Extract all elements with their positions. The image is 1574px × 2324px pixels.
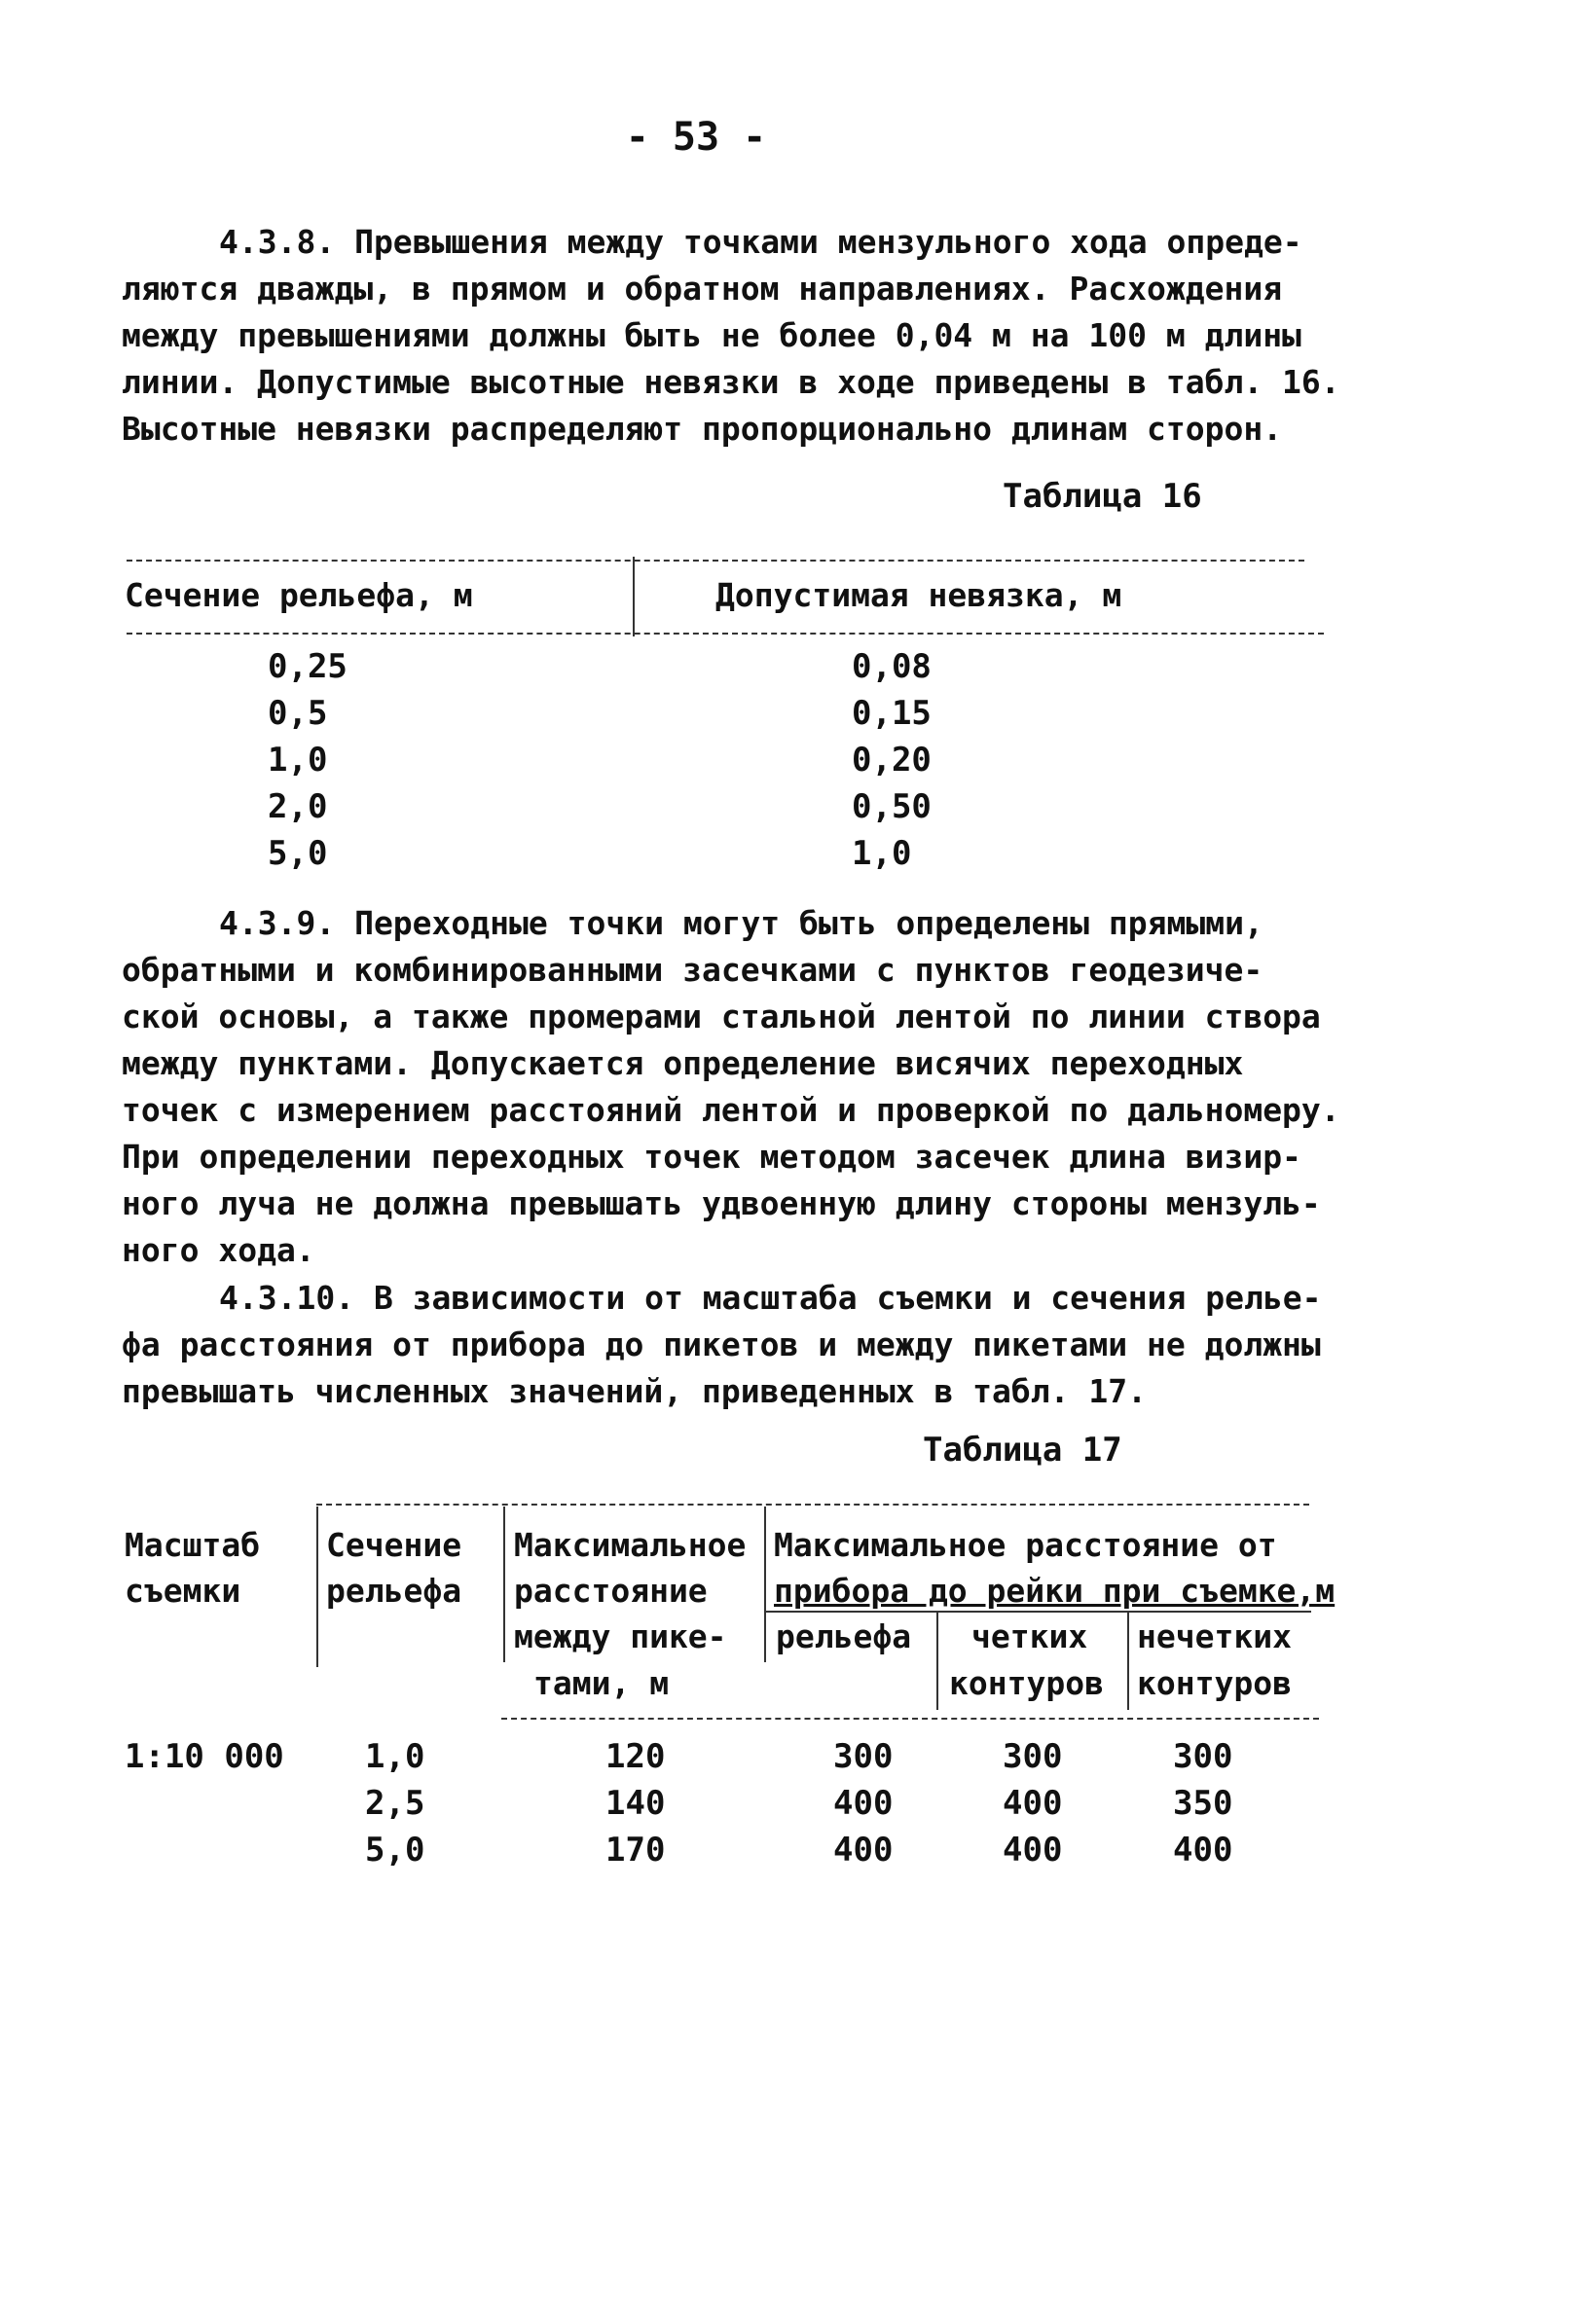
table-17-header-section: рельефа (326, 1572, 462, 1610)
page-number: - 53 - (625, 115, 767, 160)
table-16-cell: 0,5 (268, 694, 328, 733)
text-line: ного луча не должна превышать удвоенную длину стороны мензуль- (122, 1184, 1321, 1222)
text-line: фа расстояния от прибора до пикетов и между пикетами не должны (122, 1325, 1321, 1363)
table-17-header-max-between: Максимальное (514, 1526, 747, 1564)
table-16-header-section: Сечение рельефа, м (125, 576, 473, 614)
table-17-cell: 1,0 (365, 1737, 425, 1776)
table-17-cell: 400 (833, 1784, 894, 1823)
table-17-cell: 350 (1173, 1784, 1233, 1823)
table-16-header-tolerance: Допустимая невязка, м (715, 576, 1122, 614)
table-17-cell: 170 (605, 1831, 666, 1870)
table-17-header-scale: Масштаб (125, 1526, 261, 1564)
table-17-header-scale: съемки (125, 1572, 241, 1610)
table-16-top-rule (127, 560, 1304, 562)
table-16-cell: 1,0 (852, 834, 912, 873)
table-17-header-max-between: расстояние (514, 1572, 708, 1610)
table-17-cell: 400 (1173, 1831, 1233, 1870)
table-16-cell: 2,0 (268, 787, 328, 826)
text-line: 4.3.8. Превышения между точками мензульного хода опреде- (219, 223, 1302, 261)
text-line: обратными и комбинированными засечками с пунктов геодезиче- (122, 951, 1263, 989)
table-16-cell: 0,50 (852, 787, 932, 826)
table-17-group-rule (766, 1611, 1311, 1613)
text-line: линии. Допустимые высотные невязки в ходе приведены в табл. 16. (122, 363, 1340, 401)
table-17-cell: 400 (833, 1831, 894, 1870)
table-17-divider (936, 1613, 938, 1710)
table-17-cell: 120 (605, 1737, 666, 1776)
text-line: 4.3.9. Переходные точки могут быть определены прямыми, (219, 904, 1263, 942)
table-17-header-rule (501, 1718, 1319, 1720)
text-line: между превышениями должны быть не более 0,04 м на 100 м длины (122, 316, 1301, 354)
table-17-header-unclear-contours: контуров (1137, 1664, 1292, 1702)
table-17-cell: 2,5 (365, 1784, 425, 1823)
text-line: Высотные невязки распределяют пропорционально длинам сторон. (122, 410, 1283, 448)
table-16-header-rule (127, 633, 1324, 635)
table-17-header-group: прибора до рейки при съемке,м (774, 1572, 1336, 1610)
table-17-scale: 1:10 000 (125, 1737, 284, 1776)
table-16-cell: 5,0 (268, 834, 328, 873)
table-17-divider (316, 1507, 318, 1667)
table-16-cell: 0,20 (852, 741, 932, 780)
text-line: точек с измерением расстояний лентой и проверкой по дальномеру. (122, 1091, 1340, 1129)
table-17-divider (1127, 1613, 1129, 1710)
table-17-cell: 300 (1173, 1737, 1233, 1776)
table-16-cell: 1,0 (268, 741, 328, 780)
table-16-header-divider (633, 557, 635, 636)
text-line: При определении переходных точек методом засечек длина визир- (122, 1138, 1301, 1176)
text-line: 4.3.10. В зависимости от масштаба съемки и сечения релье- (219, 1279, 1322, 1317)
table-16-cell: 0,08 (852, 647, 932, 686)
table-17-divider (503, 1507, 505, 1662)
text-line: ного хода. (122, 1231, 315, 1269)
table-17-header-max-between: между пике- (514, 1617, 727, 1655)
table-17-divider (764, 1507, 766, 1662)
table-16-cell: 0,15 (852, 694, 932, 733)
table-16-cell: 0,25 (268, 647, 348, 686)
paragraph-4-3-8 (122, 219, 1340, 453)
paragraph-4-3-9 (122, 900, 1340, 1274)
text-line: превышать численных значений, приведенных в табл. 17. (122, 1372, 1147, 1410)
table-17-cell: 400 (1003, 1831, 1063, 1870)
table-17-top-rule (316, 1504, 1309, 1506)
paragraph-4-3-10 (122, 1275, 1322, 1415)
text-line: ляются дважды, в прямом и обратном направлениях. Расхождения (122, 270, 1283, 308)
table-17-header-section: Сечение (326, 1526, 462, 1564)
table-17-caption: Таблица 17 (923, 1431, 1122, 1470)
table-17-cell: 300 (1003, 1737, 1063, 1776)
table-17-header-relief: рельефа (776, 1617, 912, 1655)
text-line: ской основы, а также промерами стальной лентой по линии створа (122, 998, 1321, 1035)
table-17-cell: 300 (833, 1737, 894, 1776)
table-17-header-clear-contours: контуров (949, 1664, 1104, 1702)
table-17-header-clear-contours: четких (971, 1617, 1088, 1655)
table-17-cell: 400 (1003, 1784, 1063, 1823)
table-16-caption: Таблица 16 (1003, 477, 1202, 516)
table-17-header-group: Максимальное расстояние от (774, 1526, 1277, 1564)
table-17-header-unclear-contours: нечетких (1137, 1617, 1292, 1655)
table-17-header-max-between: тами, м (533, 1664, 670, 1702)
table-17-cell: 5,0 (365, 1831, 425, 1870)
table-17-cell: 140 (605, 1784, 666, 1823)
text-line: между пунктами. Допускается определение висячих переходных (122, 1044, 1244, 1082)
